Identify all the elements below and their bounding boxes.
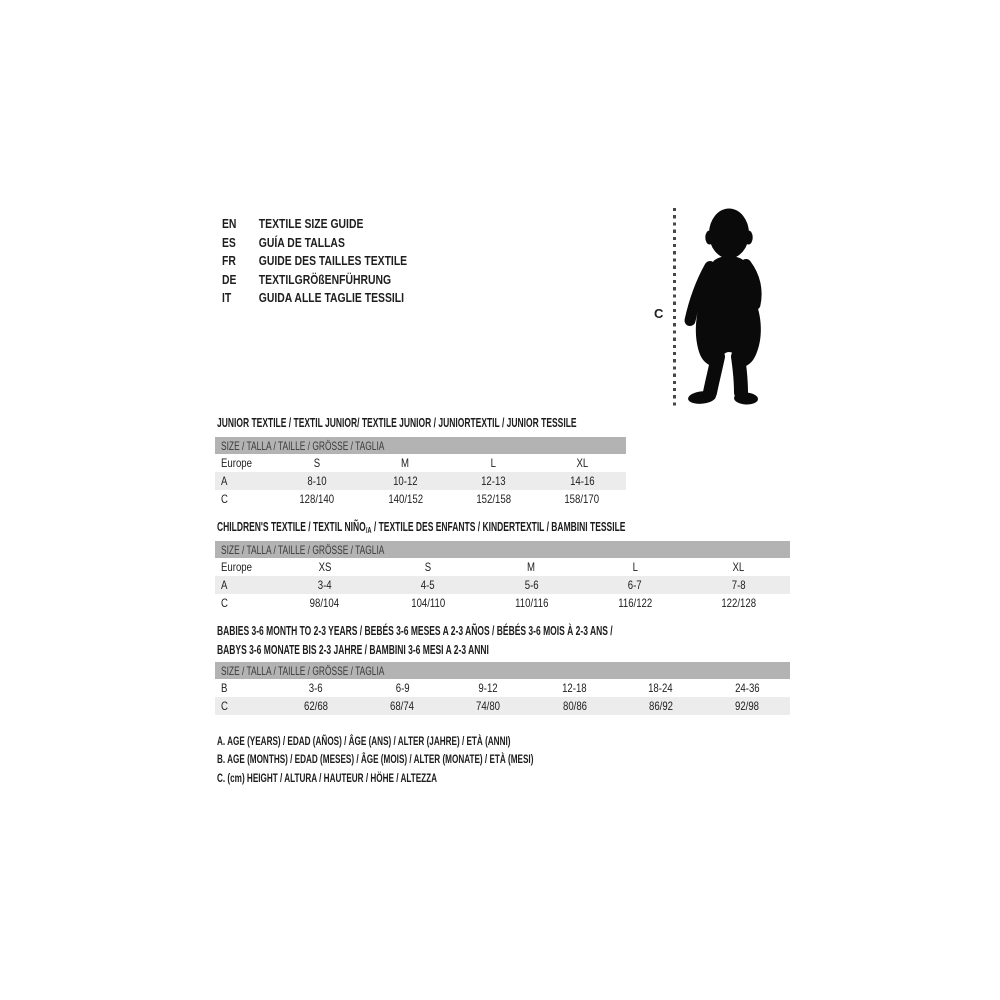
lang-row-it [222,289,407,308]
cell-text: 6-7 [627,578,642,592]
cell-text: 62/68 [304,699,329,713]
size-cell [538,472,626,490]
cell-text: S [313,456,321,470]
cell-text: 24-36 [734,681,760,695]
row-label-cell [215,472,273,490]
lang-code: FR [222,253,236,269]
lang-row-fr [222,252,407,271]
row-label: Europe [221,456,252,470]
cell-text: M [527,560,536,574]
size-cell [480,594,583,612]
size-cell [687,594,790,612]
size-cell [273,697,359,715]
babies-heading-line1: BABIES 3-6 MONTH TO 2-3 YEARS / BEBÉS 3-6 MESES A 2-3 AÑOS / BÉBÉS 3-6 MOIS À 2-3 ANS / [217,624,613,638]
legend-line-b [217,750,682,768]
height-marker-label: C [654,306,664,321]
size-bar-text: SIZE / TALLA / TAILLE / GRÖSSE / TAGLIA [221,663,385,678]
size-cell [704,697,790,715]
size-cell [538,454,626,472]
baby-silhouette-icon [682,206,774,407]
row-label-cell [215,490,273,508]
cell-text: 6-9 [395,681,410,695]
row-label-cell [215,594,273,612]
table-row-age-years [215,576,790,594]
row-label-cell [215,679,273,697]
size-bar-row [215,437,626,454]
lang-label: GUIDA ALLE TAGLIE TESSILI [258,290,405,306]
cell-text: XL [732,560,745,574]
size-cell [361,472,449,490]
table-row-age-months [215,679,790,697]
row-label: A [221,578,228,592]
cell-text: 18-24 [648,681,673,695]
lang-label: TEXTILE SIZE GUIDE [258,216,364,231]
size-cell [450,454,538,472]
size-cell [359,679,445,697]
row-label: Europe [221,560,252,574]
size-bar-text: SIZE / TALLA / TAILLE / GRÖSSE / TAGLIA [221,438,385,453]
size-cell [273,490,361,508]
cell-text: 10-12 [393,474,418,488]
lang-row-en [222,215,407,234]
cell-text: 140/152 [388,492,423,506]
row-label: A [221,474,228,488]
lang-code: IT [222,290,232,306]
size-cell [273,454,361,472]
babies-heading-line2: BABYS 3-6 MONATE BIS 2-3 JAHRE / BAMBINI 3-6 MESI A 2-3 ANNI [217,642,489,657]
cell-text: 14-16 [569,474,595,488]
cell-text: XL [576,456,588,470]
lang-code: DE [222,271,237,287]
height-marker-line [673,208,676,406]
row-label-cell [215,558,273,576]
junior-size-table [215,437,626,508]
size-cell [538,490,626,508]
legend-text: C. (cm) HEIGHT / ALTURA / HAUTEUR / HÖHE / ALTEZZA [217,770,438,785]
cell-text: 86/92 [648,699,673,713]
size-bar-text: SIZE / TALLA / TAILLE / GRÖSSE / TAGLIA [221,542,385,557]
size-cell [273,472,361,490]
size-bar [215,662,790,679]
cell-text: 68/74 [390,699,415,713]
row-label-cell [215,576,273,594]
size-cell [273,594,376,612]
cell-text: 3-4 [317,578,332,592]
size-cell [618,697,704,715]
size-cell [704,679,790,697]
table-row-height [215,490,626,508]
size-cell [450,472,538,490]
lang-label: GUÍA DE TALLAS [258,234,345,250]
size-cell [531,697,617,715]
size-cell [361,454,449,472]
cell-text: 4-5 [421,578,436,592]
cell-text: 158/170 [564,492,600,506]
size-cell [376,558,479,576]
cell-text: M [401,456,410,470]
lang-row-de [222,271,407,290]
cell-text: 152/158 [476,492,511,506]
size-cell [450,490,538,508]
size-cell [687,558,790,576]
cell-text: 8-10 [307,474,327,488]
size-cell [583,594,686,612]
size-cell [480,576,583,594]
size-cell [359,697,445,715]
cell-text: 92/98 [734,699,759,713]
cell-text: 98/104 [310,596,340,610]
cell-text: 9-12 [478,681,499,695]
size-cell [687,576,790,594]
size-cell [445,679,531,697]
junior-heading-text: JUNIOR TEXTILE / TEXTIL JUNIOR/ TEXTILE JUNIOR / JUNIORTEXTIL / JUNIOR TESSILE [217,416,577,430]
lang-code: EN [222,216,237,231]
lang-label: GUIDE DES TAILLES TEXTILE [258,253,408,269]
table-row-europe [215,454,626,472]
size-bar [215,541,790,558]
size-cell [618,679,704,697]
row-label-cell [215,454,273,472]
language-title-list [222,215,453,308]
lang-code: ES [222,234,236,250]
row-label-cell [215,697,273,715]
size-cell [361,490,449,508]
size-cell [273,558,376,576]
size-cell [376,594,479,612]
legend-text: A. AGE (YEARS) / EDAD (AÑOS) / ÂGE (ANS) / ALTER (JAHRE) / ETÀ (ANNI) [217,734,511,748]
cell-text: 7-8 [731,578,746,592]
size-cell [445,697,531,715]
row-label: C [221,596,228,610]
size-cell [583,558,686,576]
children-heading-post: / TEXTILE DES ENFANTS / KINDERTEXTIL / BAMBINI TESSILE [371,520,626,534]
children-heading-text [217,519,625,538]
cell-text: S [424,560,432,574]
size-bar-row [215,541,790,558]
cell-text: 80/86 [562,699,587,713]
cell-text: XS [318,560,332,574]
legend-line-a [217,732,682,750]
size-cell [376,576,479,594]
cell-text: 12-18 [562,681,587,695]
table-row-height [215,594,790,612]
cell-text: 128/140 [299,492,335,506]
row-label: C [221,699,228,713]
cell-text: L [490,456,497,470]
children-heading-sub: /A [365,525,372,535]
cell-text: 104/110 [411,596,446,610]
lang-row-es [222,234,407,253]
cell-text: 110/116 [514,596,549,610]
size-cell [273,679,359,697]
cell-text: 5-6 [524,578,539,592]
size-bar-row [215,662,790,679]
children-heading-pre: CHILDREN'S TEXTILE / TEXTIL NIÑO [217,520,366,534]
legend-text: B. AGE (MONTHS) / EDAD (MESES) / ÂGE (MOIS) / ALTER (MONATE) / ETÀ (MESI) [217,752,534,767]
size-cell [583,576,686,594]
size-cell [480,558,583,576]
legend [217,732,682,787]
legend-line-c [217,769,682,787]
size-cell [531,679,617,697]
children-size-table [215,541,790,612]
size-cell [273,576,376,594]
lang-label: TEXTILGRÖßENFÜHRUNG [258,271,392,287]
cell-text: 116/122 [617,596,652,610]
cell-text: 3-6 [309,681,324,695]
cell-text: 122/128 [720,596,756,610]
babies-size-table [215,662,790,715]
row-label: C [221,492,228,506]
table-row-height [215,697,790,715]
table-row-europe [215,558,790,576]
junior-section-heading [217,415,746,431]
size-bar [215,437,626,454]
table-row-age-years [215,472,626,490]
cell-text: L [632,560,638,574]
children-section-heading [217,519,818,538]
cell-text: 12-13 [481,474,506,488]
cell-text: 74/80 [476,699,501,713]
row-label: B [221,681,228,695]
babies-section-heading [217,622,799,659]
